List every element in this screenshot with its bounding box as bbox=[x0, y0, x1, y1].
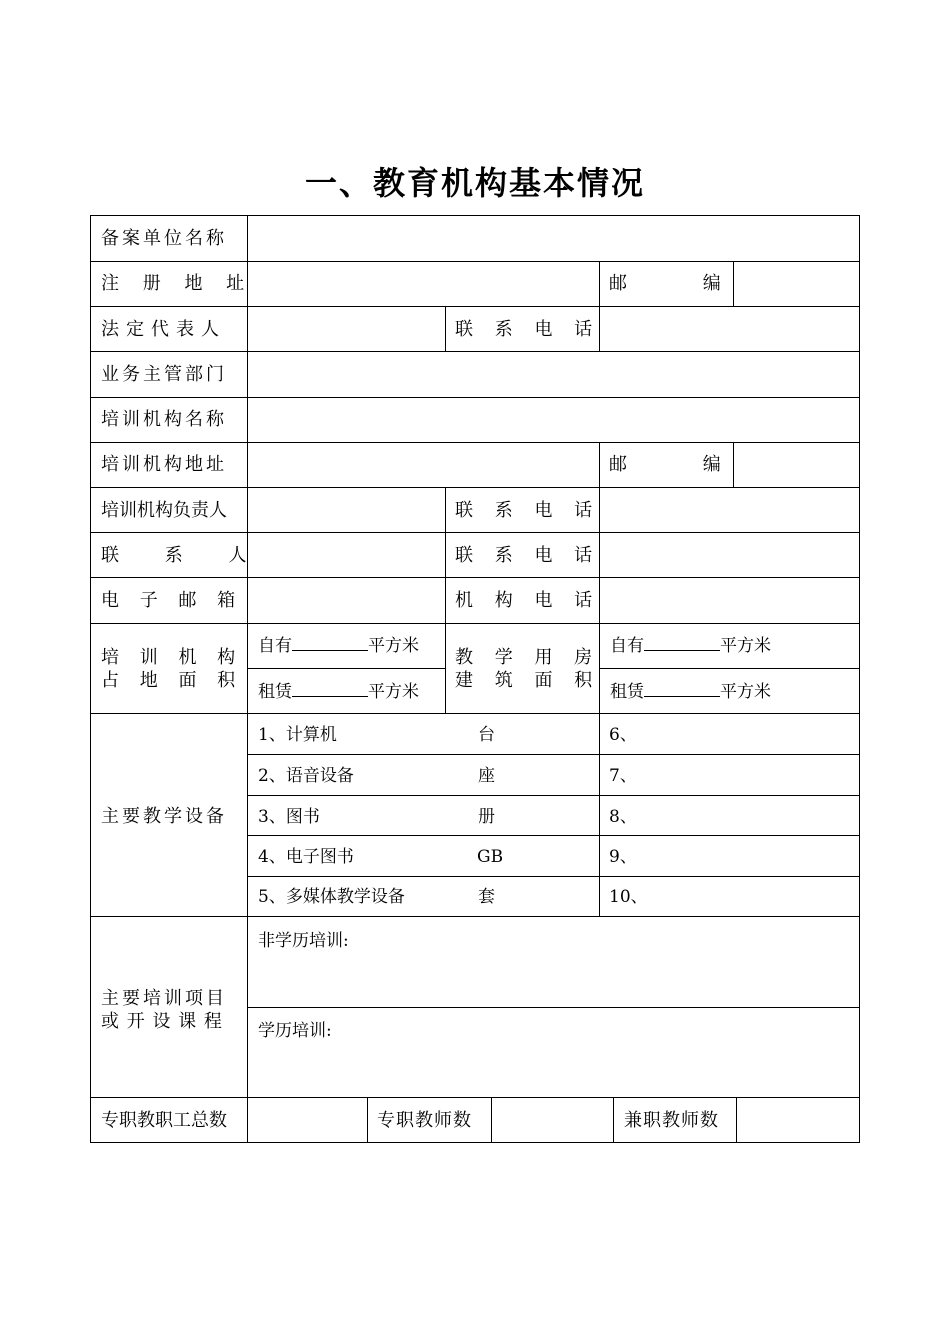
column-divider bbox=[733, 442, 734, 487]
equipment-unit: 台 bbox=[478, 725, 495, 745]
label-training-org-address: 培训机构地址 bbox=[101, 454, 227, 475]
equipment-unit: GB bbox=[477, 847, 504, 867]
label-postcode-2: 邮 编 bbox=[609, 454, 721, 475]
label-email: 电 子 邮 箱 bbox=[101, 590, 236, 611]
owned-label: 自有 bbox=[258, 636, 292, 656]
owned-building-area-field[interactable] bbox=[610, 635, 771, 657]
equipment-unit: 座 bbox=[478, 766, 495, 786]
label-parttime-teachers: 兼职教师数 bbox=[624, 1110, 719, 1131]
equipment-item: 5、多媒体教学设备 bbox=[258, 887, 405, 907]
row-divider bbox=[248, 835, 859, 836]
owned-land-area-field[interactable] bbox=[258, 635, 419, 657]
label-contact-person: 联 系 人 bbox=[101, 545, 247, 566]
label-main-courses-line2: 或 开 设 课 程 bbox=[101, 1011, 223, 1032]
equipment-extra: 10、 bbox=[609, 887, 648, 907]
row-divider bbox=[91, 916, 859, 917]
rented-building-area-field[interactable] bbox=[610, 681, 771, 703]
info-form-table bbox=[90, 215, 860, 1143]
equipment-unit: 册 bbox=[478, 807, 495, 827]
column-divider bbox=[491, 1097, 492, 1142]
label-land-area-line2: 占 地 面 积 bbox=[101, 670, 236, 691]
row-divider bbox=[91, 261, 859, 262]
row-divider bbox=[91, 487, 859, 488]
column-divider bbox=[599, 306, 600, 351]
row-divider bbox=[599, 668, 859, 669]
rented-land-area-field[interactable] bbox=[258, 681, 419, 703]
column-divider bbox=[247, 216, 248, 1142]
sqm-unit: 平方米 bbox=[368, 636, 419, 656]
label-land-area-line1: 培 训 机 构 bbox=[101, 647, 236, 668]
column-divider bbox=[733, 261, 734, 306]
equipment-item: 4、电子图书 bbox=[258, 847, 354, 867]
label-registered-address: 注 册 地 址 bbox=[101, 273, 245, 294]
sqm-unit: 平方米 bbox=[720, 636, 771, 656]
column-divider bbox=[599, 442, 600, 487]
column-divider bbox=[445, 306, 446, 351]
label-org-phone: 机 构 电 话 bbox=[455, 590, 593, 611]
row-divider bbox=[248, 1007, 859, 1008]
row-divider bbox=[91, 623, 859, 624]
owned-label: 自有 bbox=[610, 636, 644, 656]
equipment-unit: 套 bbox=[478, 887, 495, 907]
label-main-courses-line1: 主要培训项目 bbox=[101, 988, 227, 1009]
label-degree-training: 学历培训: bbox=[258, 1021, 332, 1041]
column-divider bbox=[613, 1097, 614, 1142]
label-non-degree-training: 非学历培训: bbox=[258, 931, 349, 951]
label-teaching-area-line1: 教 学 用 房 bbox=[455, 647, 593, 668]
sqm-unit: 平方米 bbox=[720, 682, 771, 702]
column-divider bbox=[367, 1097, 368, 1142]
rented-blank[interactable] bbox=[644, 682, 720, 697]
equipment-item: 1、计算机 bbox=[258, 725, 337, 745]
row-divider bbox=[91, 351, 859, 352]
rented-label: 租赁 bbox=[258, 682, 292, 702]
row-divider bbox=[91, 442, 859, 443]
equipment-extra: 9、 bbox=[609, 847, 637, 867]
label-legal-representative: 法定代表人 bbox=[101, 319, 226, 340]
label-supervising-department: 业务主管部门 bbox=[101, 364, 227, 385]
page-title: 一、教育机构基本情况 bbox=[304, 164, 645, 202]
label-fulltime-staff-total: 专职教职工总数 bbox=[101, 1110, 227, 1131]
equipment-extra: 7、 bbox=[609, 766, 637, 786]
label-fulltime-teachers: 专职教师数 bbox=[377, 1110, 472, 1131]
column-divider bbox=[736, 1097, 737, 1142]
row-divider bbox=[248, 754, 859, 755]
rented-blank[interactable] bbox=[292, 682, 368, 697]
equipment-extra: 8、 bbox=[609, 807, 637, 827]
label-contact-phone: 联 系 电 话 bbox=[455, 319, 593, 340]
label-postcode: 邮 编 bbox=[609, 273, 721, 294]
row-divider bbox=[91, 306, 859, 307]
row-divider bbox=[91, 397, 859, 398]
column-divider bbox=[599, 487, 600, 916]
row-divider bbox=[248, 876, 859, 877]
row-divider bbox=[248, 668, 445, 669]
equipment-item: 2、语音设备 bbox=[258, 766, 354, 786]
row-divider bbox=[91, 713, 859, 714]
label-training-org-name: 培训机构名称 bbox=[101, 409, 227, 430]
label-teaching-area-line2: 建 筑 面 积 bbox=[455, 670, 593, 691]
equipment-item: 3、图书 bbox=[258, 807, 320, 827]
label-main-equipment: 主要教学设备 bbox=[101, 806, 227, 827]
row-divider bbox=[91, 532, 859, 533]
label-training-org-head: 培训机构负责人 bbox=[101, 500, 227, 521]
sqm-unit: 平方米 bbox=[368, 682, 419, 702]
owned-blank[interactable] bbox=[644, 636, 720, 651]
column-divider bbox=[599, 261, 600, 306]
row-divider bbox=[248, 795, 859, 796]
equipment-extra: 6、 bbox=[609, 725, 637, 745]
row-divider bbox=[91, 577, 859, 578]
owned-blank[interactable] bbox=[292, 636, 368, 651]
label-contact-phone-3: 联 系 电 话 bbox=[455, 545, 593, 566]
row-divider bbox=[91, 1097, 859, 1098]
label-filing-unit-name: 备案单位名称 bbox=[101, 228, 227, 249]
label-contact-phone-2: 联 系 电 话 bbox=[455, 500, 593, 521]
rented-label: 租赁 bbox=[610, 682, 644, 702]
column-divider bbox=[445, 487, 446, 713]
